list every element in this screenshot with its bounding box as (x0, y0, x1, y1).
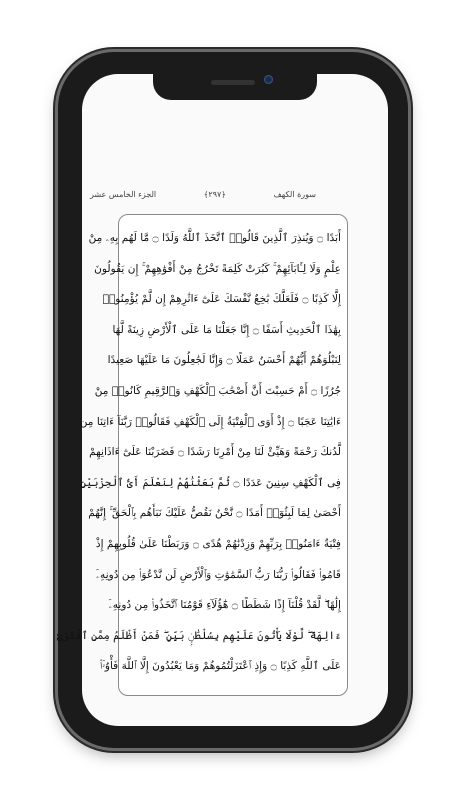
front-camera-icon (264, 75, 273, 84)
verse-line: فِى ٱلْكَهْفِ سِنِينَ عَدَدًا ۝ ثُمَّ بَعَثْنَٰهُمْ لِنَعْلَمَ أَىُّ ٱلْحِزْبَيْنِ (79, 476, 341, 489)
verse-line: أَبَدًا ۝ وَيُنذِرَ ٱلَّذِينَ قَالُوا۟ ٱتَّخَذَ ٱللَّهُ وَلَدًا ۝ مَّا لَهُم بِهِۦ مِنْ (88, 232, 341, 244)
mushaf-page-header (90, 186, 316, 202)
verse-line: جُرُزًا ۝ أَمْ حَسِبْتَ أَنَّ أَصْحَٰبَ ٱلْكَهْفِ وَٱلرَّقِيمِ كَانُوا۟ مِنْ (94, 384, 341, 397)
verse-line: ءَايَٰتِنَا عَجَبًا ۝ إِذْ أَوَى ٱلْفِتْيَةُ إِلَى ٱلْكَهْفِ فَقَالُوا۟ رَبَّنَآ ءَاتِنَا مِن (79, 415, 341, 428)
verse-line: عَلَى ٱللَّهِ كَذِبًا ۝ وَإِذِ ٱعْتَزَلْتُمُوهُمْ وَمَا يَعْبُدُونَ إِلَّا ٱللَّهَ فَأْوُۥٓا۟ (99, 660, 341, 673)
verse-line: فِتْيَةٌ ءَامَنُوا۟ بِرَبِّهِمْ وَزِدْنَٰهُمْ هُدًى ۝ وَرَبَطْنَا عَلَىٰ قُلُوبِهِمْ إِذْ (95, 537, 341, 550)
earpiece-speaker (211, 80, 255, 85)
page-number: ﴿٢٩٧﴾ (203, 189, 226, 199)
verse-line: إِلَٰهًا ۖ لَّقَدْ قُلْنَآ إِذًا شَطَطًا ۝ هَٰٓؤُلَآءِ قَوْمُنَا ٱتَّخَذُوا۟ مِن دُونِهِۦٓ (108, 599, 341, 612)
notch (153, 72, 317, 100)
verse-line: لِنَبْلُوَهُمْ أَيُّهُمْ أَحْسَنُ عَمَلًا ۝ وَإِنَّا لَجَٰعِلُونَ مَا عَلَيْهَا صَعِيدًا (107, 354, 341, 367)
power-button (408, 210, 412, 284)
surah-name: سورة الكهف (273, 189, 316, 199)
verse-line: قَامُوا۟ فَقَالُوا۟ رَبُّنَا رَبُّ ٱلسَّمَٰوَٰتِ وَٱلْأَرْضِ لَن نَّدْعُوَا۟ مِن دُونِهِۦٓ (96, 568, 341, 581)
verse-line: إِلَّا كَذِبًا ۝ فَلَعَلَّكَ بَٰخِعٌ نَّفْسَكَ عَلَىٰٓ ءَاثَٰرِهِمْ إِن لَّمْ يُؤْمِنُوا۟ (102, 293, 341, 306)
quran-page-text[interactable] (56, 214, 348, 696)
verse-line: أَحْصَىٰ لِمَا لَبِثُوٓا۟ أَمَدًا ۝ نَّحْنُ نَقُصُّ عَلَيْكَ نَبَأَهُم بِٱلْحَقِّ ۚ إِنَّهُمْ (88, 507, 341, 520)
verse-line: ءَالِهَةً ۖ لَّوْلَا يَأْتُونَ عَلَيْهِم بِسُلْطَٰنٍۭ بَيِّنٍ ۖ فَمَنْ أَظْلَمُ مِمَّنِ ٱفْتَرَىٰ (56, 629, 341, 642)
juz-label: الجزء الخامس عشر (90, 189, 157, 199)
verse-line: لَّدُنكَ رَحْمَةً وَهَيِّئْ لَنَا مِنْ أَمْرِنَا رَشَدًا ۝ فَضَرَبْنَا عَلَىٰٓ ءَاذَانِهِمْ (89, 446, 341, 459)
verse-line: بِهَٰذَا ٱلْحَدِيثِ أَسَفًا ۝ إِنَّا جَعَلْنَا مَا عَلَى ٱلْأَرْضِ زِينَةً لَّهَا (112, 323, 341, 336)
verse-line: عِلْمٍ وَلَا لِـَٔابَآئِهِمْ ۚ كَبُرَتْ كَلِمَةً تَخْرُجُ مِنْ أَفْوَٰهِهِمْ ۚ إِن يَقُولُونَ (94, 262, 341, 275)
